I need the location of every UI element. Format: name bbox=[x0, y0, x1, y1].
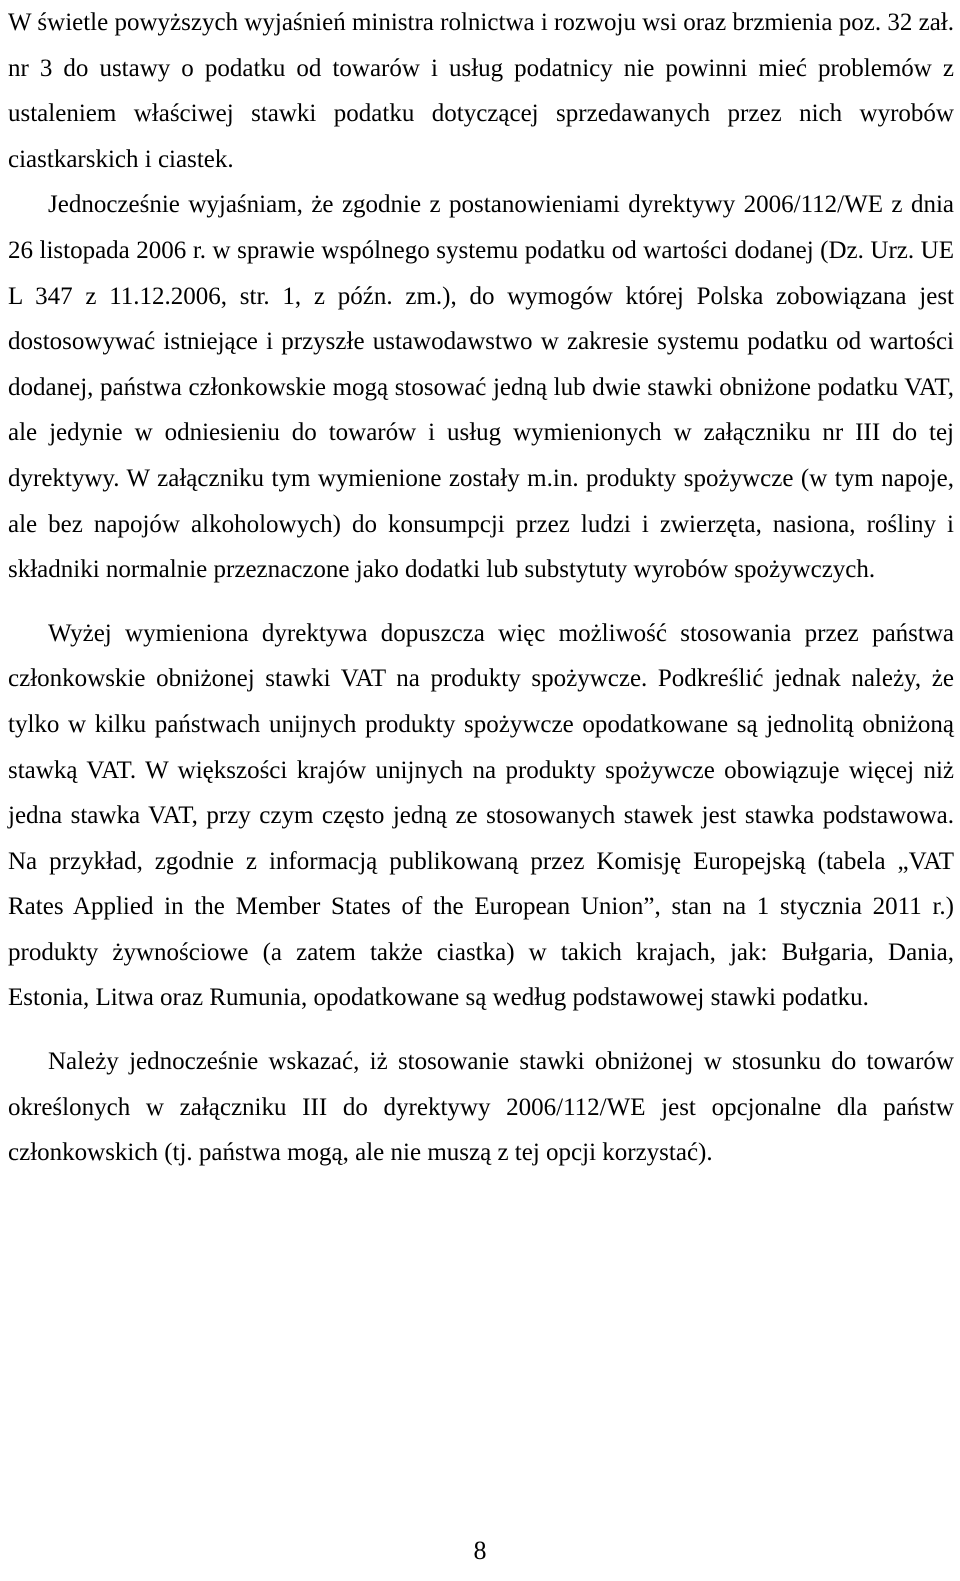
paragraph-3: Wyżej wymieniona dyrektywa dopuszcza więc możliwość stosowania przez państwa członkowskie obniżonej stawki VAT na produkty spożywcze. Podkreślić jednak należy, że tylko w kilku państwach unijnych produkty spożywcze opodatkowane są jednolitą obniżoną stawką VAT. W większości krajów unijnych na produkty spożywcze obowiązuje więcej niż jedna stawka VAT, przy czym często jedną ze stosowanych stawek jest stawka podstawowa. Na przykład, zgodnie z informacją publikowaną przez Komisję Europejską (tabela „VAT Rates Applied in the Member States of the European Union”, stan na 1 stycznia 2011 r.) produkty żywnościowe (a zatem także ciastka) w takich krajach, jak: Bułgaria, Dania, Estonia, Litwa oraz Rumunia, opodatkowane są według podstawowej stawki podatku. bbox=[8, 619, 954, 1012]
paragraph-2: Jednocześnie wyjaśniam, że zgodnie z postanowieniami dyrektywy 2006/112/WE z dnia 26 listopada 2006 r. w sprawie wspólnego systemu podatku od wartości dodanej (Dz. Urz. UE L 347 z 11.12.2006, str. 1, z późn. zm.), do wymogów której Polska zobowiązana jest dostosowywać istniejące i przyszłe ustawodawstwo w zakresie systemu podatku od wartości dodanej, państwa członkowskie mogą stosować jedną lub dwie stawki obniżone podatku VAT, ale jedynie w odniesieniu do towarów i usług wymienionych w załączniku nr III do tej dyrektywy. W załączniku tym wymienione zostały m.in. produkty spożywcze (w tym napoje, ale bez napojów alkoholowych) do konsumpcji przez ludzi i zwierzęta, nasiona, rośliny i składniki normalnie przeznaczone jako dodatki lub substytuty wyrobów spożywczych. bbox=[8, 191, 954, 584]
paragraph-4: Należy jednocześnie wskazać, iż stosowanie stawki obniżonej w stosunku do towarów określonych w załączniku III do dyrektywy 2006/112/WE jest opcjonalne dla państw członkowskich (tj. państwa mogą, ale nie muszą z tej opcji korzystać). bbox=[8, 1048, 954, 1167]
document-page bbox=[8, 0, 954, 1176]
paragraph-1: W świetle powyższych wyjaśnień ministra rolnictwa i rozwoju wsi oraz brzmienia poz. 32 zał. nr 3 do ustawy o podatku od towarów i usług podatnicy nie powinni mieć problemów z ustaleniem właściwej stawki podatku dotyczącej sprzedawanych przez nich wyrobów ciastkarskich i ciastek. bbox=[8, 9, 954, 173]
page-number: 8 bbox=[473, 1536, 487, 1565]
